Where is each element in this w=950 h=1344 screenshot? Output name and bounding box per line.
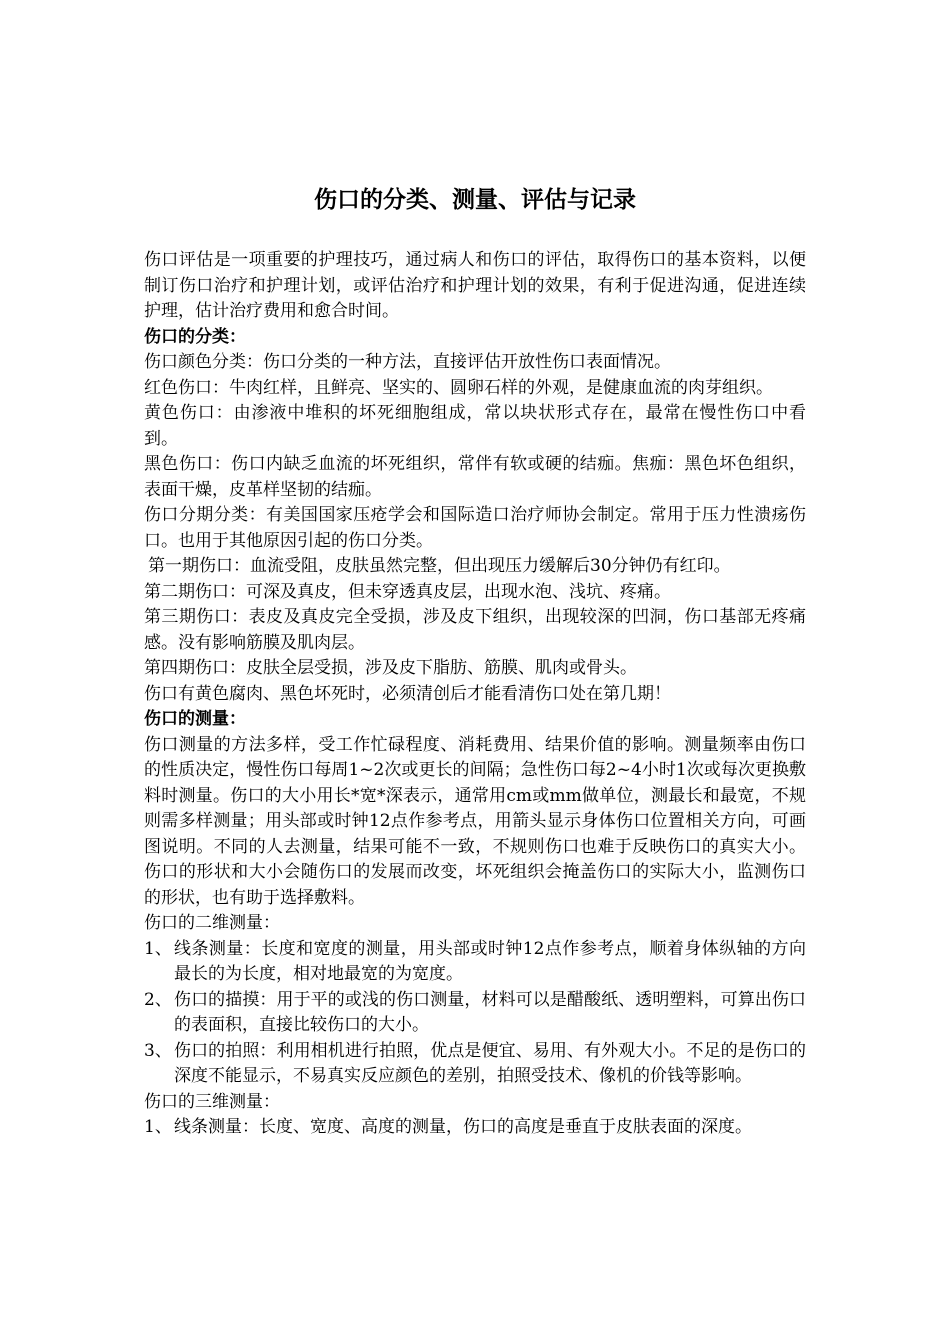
list-item xyxy=(144,1115,806,1141)
stage1-paragraph: 第一期伤口：血流受阻，皮肤虽然完整，但出现压力缓解后30分钟仍有红印。 xyxy=(148,556,731,576)
stage4-paragraph: 第四期伤口：皮肤全层受损，涉及皮下脂肪、筋膜、肌肉或骨头。 xyxy=(144,658,637,678)
three-d-heading: 伤口的三维测量： xyxy=(144,1091,280,1112)
list-number: 1、 xyxy=(144,1117,172,1137)
black-wound-paragraph: 黑色伤口：伤口内缺乏血流的坏死组织，常伴有软或硬的结痂。焦痂：黑色坏色组织，表面干燥，皮革样坚韧的结痂。 xyxy=(144,454,806,500)
two-d-list xyxy=(144,937,806,1090)
list-item xyxy=(144,937,806,988)
red-wound-paragraph: 红色伤口：牛肉红样，且鲜亮、坚实的、圆卵石样的外观，是健康血流的肉芽组织。 xyxy=(144,377,773,398)
measurement-paragraph: 伤口测量的方法多样，受工作忙碌程度、消耗费用、结果价值的影响。测量频率由伤口的性质决定，慢性伤口每周1~2次或更长的间隔；急性伤口每2~4小时1次或每次更换敷料时测量。伤口的大小用长*宽*深表示，通常用cm或mm做单位，测最长和最宽，不规则需多样测量；用头部或时钟12点作参考点，用箭头显示身体伤口位置相关方向，可画图说明。不同的人去测量，结果可能不一致，不规则伤口也难于反映伤口的真实大小。伤口的形状和大小会随伤口的发展而改变，坏死组织会掩盖伤口的实际大小，监测伤口的形状，也有助于选择敷料。 xyxy=(144,734,806,908)
list-number: 2、 xyxy=(144,989,172,1010)
debridement-note: 伤口有黄色腐肉、黑色坏死时，必须清创后才能看清伤口处在第几期！ xyxy=(144,683,671,704)
classification-heading: 伤口的分类： xyxy=(144,326,246,347)
stage2-paragraph: 第二期伤口：可深及真皮，但未穿透真皮层，出现水泡、浅坑、疼痛。 xyxy=(144,581,671,602)
two-d-heading: 伤口的二维测量： xyxy=(144,913,280,933)
stage3-paragraph: 第三期伤口：表皮及真皮完全受损，涉及皮下组织，出现较深的凹洞，伤口基部无疼痛感。没有影响筋膜及肌肉层。 xyxy=(144,607,806,653)
document-body xyxy=(144,248,806,1141)
document-title: 伤口的分类、测量、评估与记录 xyxy=(314,186,636,213)
intro-paragraph: 伤口评估是一项重要的护理技巧，通过病人和伤口的评估，取得伤口的基本资料，以便制订伤口治疗和护理计划，或评估治疗和护理计划的效果，有利于促进沟通，促进连续护理，估计治疗费用和愈合时间。 xyxy=(144,250,806,321)
color-classification-intro: 伤口颜色分类：伤口分类的一种方法，直接评估开放性伤口表面情况。 xyxy=(144,352,671,372)
list-item xyxy=(144,1039,806,1090)
stage-classification-intro: 伤口分期分类：有美国国家压疮学会和国际造口治疗师协会制定。常用于压力性溃疡伤口。也用于其他原因引起的伤口分类。 xyxy=(144,505,806,551)
list-text: 线条测量：长度、宽度、高度的测量，伤口的高度是垂直于皮肤表面的深度。 xyxy=(174,1117,752,1137)
measurement-heading: 伤口的测量： xyxy=(144,709,246,729)
list-number: 1、 xyxy=(144,938,172,959)
yellow-wound-paragraph: 黄色伤口：由渗液中堆积的坏死细胞组成，常以块状形式存在，最常在慢性伤口中看到。 xyxy=(144,403,806,449)
three-d-list xyxy=(144,1115,806,1141)
list-number: 3、 xyxy=(144,1040,172,1061)
list-text: 线条测量：长度和宽度的测量，用头部或时钟12点作参考点，顺着身体纵轴的方向最长的为长度，相对地最宽的为宽度。 xyxy=(174,938,806,984)
list-text: 伤口的描摸：用于平的或浅的伤口测量，材料可以是醋酸纸、透明塑料，可算出伤口的表面积，直接比较伤口的大小。 xyxy=(174,989,806,1035)
list-text: 伤口的拍照：利用相机进行拍照，优点是便宜、易用、有外观大小。不足的是伤口的深度不能显示，不易真实反应颜色的差别，拍照受技术、像机的价钱等影响。 xyxy=(174,1040,806,1086)
list-item xyxy=(144,988,806,1039)
